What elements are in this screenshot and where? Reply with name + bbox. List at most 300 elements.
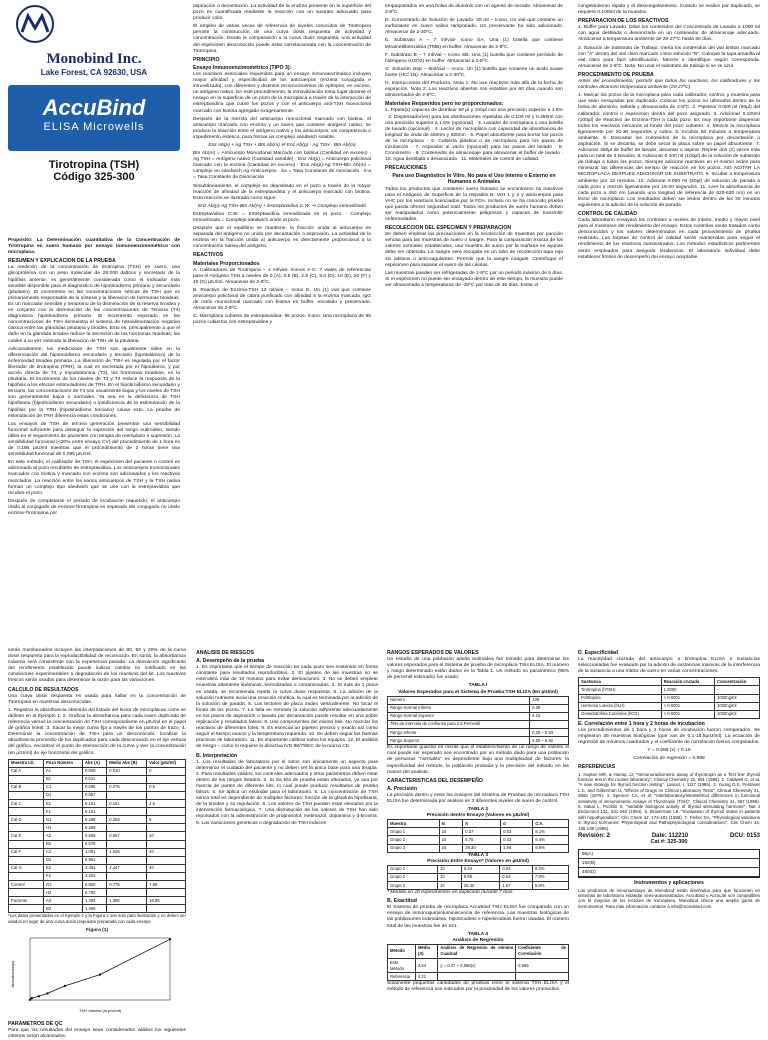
column-6 <box>196 648 378 1020</box>
section-heading: RANGOS ESPERADOS DE VALORES <box>387 650 479 656</box>
table-cell: Rango Superior <box>388 737 530 745</box>
table-cell: 28.40 <box>461 882 499 890</box>
table-header-cell: Muestra <box>388 820 440 828</box>
materials-list: 1. Pipeta(s) capaces de distribuir 50 µl y 100µl con una precisión superior a 1.5% · 2. Dispensador(es) para las distribuciones repetidas de 0.100 ml y 0.350ml con una precisión superior a 1.5% (opcional) · 3. Lavador de microplaca o una botella de lavado (opcional) · 4. Lector de microplaca con capacidad de absorbancia de longitud de onda de 450nm y 620nm · 5. Papel absorbente para borrar los pozos de la microplaca · 6. Cubierta plástica o de microplaca para los pasos de incubación · 7. Aspirador al vacío (opcional) para los pasos del lavado · 8. Cronómetro · 9. Contenedor de almacenaje para almacenar el buffer de lavado · 10. Agua destilada o desionizada · 11. Materiales de control de calidad. <box>385 108 563 163</box>
table-row <box>9 832 186 840</box>
column-3 <box>385 4 563 640</box>
table-cell: < 0.0001 <box>661 710 714 718</box>
subsection-heading: Materiales Proporcionados <box>193 260 260 267</box>
table-cell: Cal B <box>9 783 44 791</box>
table-row <box>579 686 760 694</box>
paragraph: G. Solución stop – 8ml/vial – Icono. Un (1) botella que contiene un ácido suave fuerte (HCl 1N). Almacenar a 2-30ºC. <box>385 66 563 78</box>
column-8 <box>578 648 760 1020</box>
table-cell: 6.16 <box>530 712 569 720</box>
table-cell: Folitropina <box>579 694 662 702</box>
table-cell: 4.21 <box>415 973 437 981</box>
paragraph: empaquetados en una bolsa de aluminio con un agente de secado. Almacenar de 2-8ºC. <box>385 4 563 16</box>
paragraph: Antes del procedimiento, permitir que todos los reactivos, los calibradores y los controles alcancen temperatura ambiente (20-27ºC). <box>578 79 760 91</box>
table-header-cell: Media Abs (B) <box>107 759 147 767</box>
calibrator-point <box>38 995 40 997</box>
table-cell: Grupo 1 <box>388 865 438 873</box>
paragraph: Solamente pequeñas cantidades de pruebas entre el sistema TSH ELISA y el método de referencia son indicados por la proximidad de los valores promedios. <box>387 981 569 993</box>
section-heading: CONTROL DE CALIDAD <box>578 211 637 217</box>
table-header-cell: Análisis de Regresión de mínimo Cuadrad <box>438 944 516 958</box>
table-header-cell: Coeficiente de Correlación <box>516 944 569 958</box>
table-cell: 0.086 <box>83 783 107 791</box>
table-cell <box>107 856 147 864</box>
table-cell: 0.04 <box>500 865 533 873</box>
table-cell: 0 <box>147 767 186 775</box>
section-heading: PRECAUCIONES <box>385 165 427 172</box>
table-cell: 6.80 <box>461 873 499 881</box>
brand-address: Lake Forest, CA 92630, USA <box>40 68 148 77</box>
table-cell: 6.75 <box>463 836 501 844</box>
table-row <box>9 872 186 880</box>
expected-values-table <box>387 696 569 746</box>
table-row <box>9 856 186 864</box>
regression-table <box>387 944 569 981</box>
table-cell: 8.1% <box>533 828 569 836</box>
table-cell <box>147 905 186 913</box>
table-row <box>579 710 760 718</box>
table-cell: 0.43 <box>461 865 499 873</box>
table-cell: 139 <box>530 696 569 704</box>
table-cell: E1 <box>44 800 83 808</box>
table-cell <box>147 791 186 799</box>
paragraph: Los reactivos esenciales requeridos para un ensayo inmunoenzimático incluyen mayor afinidad y especificidad de los anticuerpos (enzima conjugada e inmovilizada), con diferentes y distintos reconocimientos de epítopes, en exceso, un antígeno nativo. En este procedimiento, la inmovilización toma lugar durante el ensayo en la superficie de un pozo de la microplaca a través de la interacción de estreptavidina que cubre los pozos y con el anticuerpo anti-TSH monoclonal marcado con biotina agregado exógenamente. <box>193 71 371 114</box>
section-heading: PARAMETROS DE QC <box>8 1020 63 1027</box>
table-cell: 0.555 <box>83 832 107 840</box>
table-row <box>388 737 569 745</box>
specificity-table <box>578 677 760 718</box>
table-cell: Cal C <box>9 800 44 808</box>
size-box-row: 96(A) <box>579 850 759 859</box>
table-header-cell: Sustancia <box>579 678 662 686</box>
paragraph: C. Microplaca cubierta de estreptavidina- 96 pozos- Icono. Una microplaca de 96 pozos cubiertos con estreptavidina y <box>193 314 371 326</box>
catalog-number: Cat #: 325-300 <box>650 839 688 846</box>
table-subtitle: Análisis de Regresión <box>452 937 504 943</box>
calculation-steps: 1. Registrar la absorbancia obtenida del listado del lector de microplacas como se definen en el Ejemplo 1. 2. Graficar la absorbancia para cada suero duplicado de referencia versus la concentración de TSH correspondiente en µIU/ml en el papel de gráfica lineal. 3. Sacar la mejor curva fija a través de los puntos de trazo. 4. Determinar la concentración de TSH para un desconocido, localizar la absorbancia promedio de los duplicados para cada desconocido en el eje vertical del gráfico, encontrar el punto de intersección de la curva y leer la concentración (en µIU/ml) de eje horizontal del gráfico. <box>8 707 186 756</box>
header-logo-block <box>8 4 180 183</box>
table-cell: 10 <box>437 865 461 873</box>
table-cell <box>516 973 569 981</box>
table-cell: 0.39 <box>530 704 569 712</box>
table-cell: 0.076 <box>107 783 147 791</box>
reaction-equation: Enz Ab(p)-Ag TSH-Btn Ab(m) + Estreptavidina C.W. ⇒ Complejo inmovilizado <box>197 203 367 209</box>
table-cell: 4.54 <box>415 959 437 973</box>
table-cell <box>107 775 147 783</box>
table-cell: Grupo 2 <box>388 836 440 844</box>
table-cell <box>147 872 186 880</box>
section-heading: ANALISIS DE RIESGOS <box>196 650 254 656</box>
paragraph: aspiración o decantación. La actividad de la enzima presente en la superficie del pozo es cuantificada mediante la reacción con un sustrato adecuado para producir color. <box>193 4 371 22</box>
reaction-equation: Enz Ab(p) + Ag TSH + Btn Ab(m) ⇌ Enz Ab(p) - Ag TSH - Btn Ab(m) <box>208 142 356 148</box>
product-code: Código 325-300 <box>53 171 135 183</box>
table-cell: 0.010 <box>107 767 147 775</box>
paragraph: Para que los resultados del ensayo sean considerados válidos los siguientes criterios serán alcanzados: <box>8 1027 186 1039</box>
section-heading: RESUMEN Y EXPLICACION DE LA PRUEBA <box>8 258 116 265</box>
subsection-heading: A. Desempeño de la prueba <box>196 658 265 665</box>
column-2 <box>193 4 371 640</box>
subsection-heading: A. Precisión <box>387 785 417 792</box>
table-cell: Cal D <box>9 816 44 824</box>
table-cell <box>107 791 147 799</box>
paragraph: Los procedimientos de 1 hora y 2 horas de incubación fueron comparados. Se emplearon 35 muestras biológicas (que van de 0.1-18.5µIU/ml). La ecuación de regresión de mínimos cuadrados y el coeficiente de correlación fueron computados. <box>578 727 760 746</box>
table-cell: 0.151 <box>83 808 107 816</box>
column-5 <box>8 648 186 1039</box>
table-cell: 5.60 – 6.92 <box>530 737 569 745</box>
table-cell: G1 <box>44 816 83 824</box>
calibrator-point <box>46 992 48 994</box>
table-cell: Grupo 3 <box>388 844 440 852</box>
table-cell: Referencia <box>388 973 416 981</box>
table-cell <box>107 808 147 816</box>
table-cell: 9.3% <box>532 865 568 873</box>
table-cell <box>107 872 147 880</box>
table-cell: 1.395 <box>107 897 147 905</box>
paragraph: En este método, el calibrador de TSH, el espécimen del paciente o control es adicionado al pozo recubierto de estreptavidina. Los anticuerpos monoclonales marcados con biotina y marcado con enzima son adicionados y los reactivos mezclados. La reacción entre los varios anticuerpos de TSH y la TSH nativa forman un complejo tipo sándwich que se une con la estreptavidina que recubre el pozo. <box>8 460 180 496</box>
table-row <box>388 729 569 737</box>
table-cell: Gonadotrofina Coriónica (hCG) <box>579 710 662 718</box>
table-row <box>9 791 186 799</box>
table-row <box>9 767 186 775</box>
table-cell: 1.0000 <box>661 686 714 694</box>
table-row <box>388 973 569 981</box>
table-cell: Hormona Luteiza (hLH) <box>579 702 662 710</box>
table-row <box>388 844 569 852</box>
regression-equation: Y = 0.988 (x) + 0.19 <box>647 748 691 754</box>
table-subtitle: Precisión dentro Ensayo (Valores en µIU/ml) <box>426 813 530 819</box>
chart-frame <box>30 938 170 1000</box>
table-cell <box>107 905 147 913</box>
table-cell: y = 0.47 + 0.968(x) <box>438 959 516 973</box>
table-cell: C2 <box>44 848 83 856</box>
paragraph: D. Concentrado de Solución de Lavado- 20 ml – Icono. Un vial que contiene un surfactante en suero salino tamponado. Un preservante ha sido adicionado. Almacenar de 2-30ºC. <box>385 18 563 36</box>
table-cell: Cal F <box>9 848 44 856</box>
column-7 <box>387 648 569 1020</box>
table-subtitle: Precisión Entre Ensayo* (Valores en µIU/ml) <box>427 858 529 864</box>
table-cell <box>9 808 44 816</box>
table-cell: Este Método <box>388 959 416 973</box>
table-cell: Rango Normal Superior <box>388 712 530 720</box>
paragraph: E. Substrato A – 7 ml/vial- Icono SA. Una (1) botella que contiene tetrametilbenzidina (TMB) en buffer. Almacenar de 2-8ºC. <box>385 38 563 50</box>
table-cell: 1.406 <box>83 905 107 913</box>
table-row <box>388 882 569 890</box>
table-cell: 0.269 <box>83 824 107 832</box>
section-heading: PRINCIPIO <box>193 56 220 63</box>
table-cell: 0.775 <box>107 881 147 889</box>
table-cell: 0.268 <box>107 816 147 824</box>
subsection-heading: B. Exactitud <box>387 898 417 905</box>
table-cell <box>107 840 147 848</box>
table-header-cell: Valor (µIU/ml) <box>147 759 186 767</box>
section-heading: PROCEDIMIENTO DE PRUEBA <box>578 71 654 78</box>
subsection-heading: Para uso Diagnóstico In Vitro. No para el Uso Interno o Externo en Humanos o Animales <box>392 173 556 186</box>
table-row <box>9 800 186 808</box>
section-heading: REFERENCIAS <box>578 764 616 771</box>
paragraph: congelamiento rápido y el descongelamiento. Cuando se realice por duplicado, se requiere 0.100ml de la muestra. <box>578 4 760 16</box>
paragraph: Adicionalmente, las mediciones de TSH son igualmente útiles en la diferenciación del hipotiroidismo secundario y terciario (hipotalámico) de la enfermedad tiroidea primaria. La liberación de TSH es regulada por el factor liberador de tirotropina (TRH), la cual es secretada por el hipotálamo, y por acción directa de T4 y triyodotironina (T3), las hormonas tiroideas, en la pituitaria. El incremento de los niveles de T3 y T4 reduce la respuesta de la hipófisis a los efectos estimuladores de TRH. En el hipotiroidismo secundario y terciario, las concentraciones de T4 son usualmente bajas y los niveles de TSH son generalmente bajos o normales. Ya sea en la deficiencia de TSH hipofisaria (hipotiroidismo secundario) o insuficiencia de la estimulación de la hipófisis por la TRH (hipotiroidismo terciario) causa esto. La prueba de estimulación de TRH diferencia estas condiciones. <box>8 346 180 419</box>
correlation-text: Correlación de regresión = 0.998 <box>633 756 705 762</box>
table-cell: 40 <box>147 864 186 872</box>
subsection-heading: E. Correlación entre 1 hora y 2 horas de incubación <box>578 720 705 727</box>
table-cell: 1.67 <box>500 882 533 890</box>
table-cell: Paciente <box>9 897 44 905</box>
table-cell: 0.009 <box>83 767 107 775</box>
table-cell: 0.28 – 0.53 <box>530 729 569 737</box>
table-row <box>388 704 569 712</box>
table-row <box>9 889 186 897</box>
table-cell: 24 <box>439 828 463 836</box>
table-cell: B1 <box>44 775 83 783</box>
table-subtitle: Valores Esperados para el Sistema de Prueba TSH ELISA (En µIU/ml) <box>398 689 558 695</box>
figure-title: Figura (1) <box>85 927 109 933</box>
references-list: 1. Hopton MR, & Harrap JJ, "Immunoradiometric assay of thyrotropin as a 'first line' thyroid function test in the routine laboratory", Clinical Chemistry 32, 691 (1986). 2. Caldwell G, et al, "A new strategy for thyroid function testing", Lancet, I, 1117 (1985). 3. Young D.S, Pestaner L.C, and Gilberman U, "Effects of Drugs on Clinical Laboratory Tests", Clinical Chemistry 21, 3660 (1975). 4. Spencer CA, et al, "Interlaboratory/interMethod differences in functional sensitivity of immunometric Assays of Thyrotropin (TSH)", Clinical Chemistry 41, 367 (1995). 5. Sakai L, Pocklin S, "Variable biological activity of thyroid stimulating hormone", Nat J Endocrinol 131, 331-348 (1994). 6. Braverman LE, "Evaluation of thyroid status in patients with hypothyroidism", Clin Chem 42, 174-181 (1996). 7. Fisher DA, "Physiological variations in thyroid hormones: Physiological and Pathophysiological considerations", Clin Chem 42, 135-139 (1996). <box>578 771 760 831</box>
table-cell: < 0.0001 <box>661 694 714 702</box>
table-cell: 0.151 <box>83 800 107 808</box>
table-cell: 0.151 <box>107 800 147 808</box>
table-cell: 24 <box>439 836 463 844</box>
paragraph: Se deben emplear las precauciones en la recolección de muestras por punción venosa para las muestras de suero o sangre. Para la comparación exacta de los valores normales establecidos, una muestra de suero por la mañana en ayunas debe ser obtenida. La sangre será recogida en un tubo de recolección tapa roja sin aditivos o anticoagulantes. Permitir que la sangre coagule. Centrifugar el espécimen para separar el suero de las células. <box>385 232 563 268</box>
paragraph: F. Substrato B – 7 ml/vial – Icono SB. Una (1) botella que contiene peróxido de hidrógeno (H2O2) en buffer. Almacenar a 2-8ºC. <box>385 52 563 64</box>
table-title: TABLA 4 <box>467 931 489 937</box>
figure-ylabel: Absorbancia(s) <box>10 960 15 988</box>
paragraph: La precisión dentro y entre los ensayos del Sistema de Pruebas de microplaca TSH ELISA fue determinada por análisis en 3 diferentes niveles de suero de control. <box>387 792 569 804</box>
section-heading: RECOLECCION DEL ESPECIMEN Y PREPARACION <box>385 225 512 232</box>
calibrator-point <box>31 997 33 999</box>
table-cell: - <box>714 686 759 694</box>
calibrator-point <box>29 998 31 1000</box>
table-cell <box>147 840 186 848</box>
calibrator-point <box>99 973 101 975</box>
figure-xlabel: TSH Valores (in µIU/ml) <box>78 1007 122 1013</box>
table-row <box>9 775 186 783</box>
table-header-cell: Reacción cruzada <box>661 678 714 686</box>
table-row <box>9 840 186 848</box>
table-cell: B2 <box>44 840 83 848</box>
table-cell <box>9 889 44 897</box>
table-cell: < 0.0001 <box>661 702 714 710</box>
table-cell <box>9 840 44 848</box>
table-row <box>388 712 569 720</box>
table-cell: F1 <box>44 808 83 816</box>
paragraph: La reactividad cruzada del anticuerpo a tirotropina ELISA a sustancias seleccionadas fue evaluado por la adición de sustancias masivas de la interferencia de la sustancia a una matriz de suero en varias concentraciones. <box>578 657 760 675</box>
paragraph: Los ensayos de TSH de tercera generación presentan una sensibilidad funcional suficiente para distinguir la supresión del rango eutiroideo, siendo útiles en el seguimiento de pacientes con terapia de reemplazo o supresión. La sensibilidad funcional (<20% entre ensayo CV) del procedimiento de 1 hora es de 0.195 µIU/ml mientras que el procedimiento de 2 horas tiene una sensibilidad funcional de 0.095 µIU/ml. <box>8 421 180 458</box>
risk-list: 1. Es importante que el tiempo de reacción en cada pozo sea sostenido en forma constante para resultados reproducibles. 2. El pipeteo de las muestras no se extenderá más de 10 minutos para evitar derivaciones. 3. No se deben emplear muestras altamente lipémicas, hemolizadas o contaminadas. 4. Si más de 1 placa es usada, se recomienda repetir la curva dosis respuesta. 5. La adición de la solución nutriente inicia una reacción cinética, la cual es terminada por la adición de la solución de parada. 6. Los lectores de placa miden verticalmente. No tocar el fondo de los pozos. 7. La falla en remover la solución adherente adecuadamente en los pasos de aspiración o lavado por decantación puede resultar en una pobre replicación y resultados falsos. 8. Use componentes del mismo lote. No mezclar los reactivos de diferentes lotes. 9. Es esencial un pipeteo preciso y exacto así como seguir el tiempo exacto y la temperatura requerida. 10. Se deben seguir las buenas prácticas de laboratorio. 11. Es importante calibrar todos los equipos. 12. El análisis de riesgo – como lo requiere la directiva IVD 98/79/EC de la marca CE. <box>196 665 378 750</box>
table-header-cell: Media (X) <box>415 944 437 958</box>
table-header-cell: X <box>463 820 501 828</box>
table-cell: B3 <box>44 905 83 913</box>
accubind-banner <box>8 85 180 151</box>
paragraph: Después de completarse el periodo de incubación requerido, el anticuerpo unido al conjugado de enzima-Tirotropina es separado del conjugado no unido enzima-Tirotropina por <box>8 498 180 517</box>
table-cell: D2 <box>44 856 83 864</box>
paragraph: 2. Solución de Substrato de Trabajo. Vierta los contenidos del vial ámbar marcado con "A" dentro del vial claro marcado como solución "B". Coloque la tapa amarilla al vial claro para fácil identificación. Mezcle e identifique según corresponda. Almacenar de 2-8ºC. Nota: No usar el substrato de trabajo si se ve azul. <box>578 45 760 69</box>
table-cell: F2 <box>44 872 83 880</box>
revision-date: Date: 112210 <box>651 832 689 839</box>
table-cell <box>147 775 186 783</box>
table-row <box>9 905 186 913</box>
table-cell <box>147 808 186 816</box>
table-cell: Tirotropina (hTSH) <box>579 686 662 694</box>
table-cell <box>147 856 186 864</box>
table-cell: 0.995 <box>516 959 569 973</box>
table-cell: Control <box>9 881 44 889</box>
brand-name: Monobind Inc. <box>46 51 142 67</box>
table-cell: 16.85 <box>147 897 186 905</box>
table-cell: 0.43 <box>501 836 533 844</box>
accubind-logo-text: AccuBind <box>42 95 146 120</box>
paragraph: serán monitoreados incluyen las interpolaciones de 80, 50 y 20% de la curva dosis respuesta para la reproductibilidad de reconocido. En suma, la absorbancia máxima será consistente con la experiencia pasada. La desviación significante del rendimiento establecido puede indicar cambio no notificado en las condiciones experimentales o degradación de los reactivos del kit. Los reactivos frescos serán usados para determinar la razón para las variaciones. <box>8 648 186 684</box>
table-cell: 2.491 <box>83 864 107 872</box>
table-cell: 1.026 <box>107 848 147 856</box>
table-cell: Cal G <box>9 864 44 872</box>
table-cell: 0.961 <box>83 856 107 864</box>
table-row <box>388 836 569 844</box>
table-note: *Los datos presentados en el Ejemplo 1 y la Figura 1 son solo para ilustración y no deben ser usados en lugar de una curva dosis respuesta preparada con cada ensayo. <box>8 913 186 925</box>
paragraph: Es importante guardar en mente que el establecimiento de un rango de valores el cual puede ser esperado sea encontrado por un método dado para una población de personas "normales" es dependiente bajo una multiplicidad de factores: la especificidad del método, la población probada y la precisión del método en las manos del analista. <box>387 745 569 775</box>
paragraph: Una curva dosis respuesta es usada para hallar en la concentración de Tirotropina en muestras desconocidas. <box>8 693 186 705</box>
table-row <box>9 824 186 832</box>
paragraph: Todos los productos que contienen suero humano se encontraron no reactivos para el Antígeno de Superficie de la Hepatitis B, VIH 1 y 2 y anticuerpos para VHC por los reactivos licenciados por la FDA. Incluso no se ha conocido prueba que pueda ofrecer seguridad total. Todos los productos de suero humano deben ser manipulados como potencialmente peligrosos y capaces de transmitir enfermedades. <box>385 186 563 222</box>
paragraph: B. Reactivo de Enzima-TSH 13 ml/vial – Icono E. Un (1) vial que contiene anticuerpo policlonal de cabra purificado con afinidad a la enzima marcada, IgG de ratón monoclonal marcado con biotina en buffer, escalado y preservado. Almacenar de 2-8ºC. <box>193 287 371 312</box>
table-cell: 2.5 <box>147 800 186 808</box>
table-cell: 0.03 <box>501 828 533 836</box>
table-row <box>388 959 569 973</box>
table-row <box>388 696 569 704</box>
table-header-cell: Concentración <box>714 678 759 686</box>
calibrator-point <box>64 984 66 986</box>
table-cell: A1 <box>44 767 83 775</box>
table-header-cell: σ <box>501 820 533 828</box>
section-heading: REACTIVOS <box>193 252 224 259</box>
table-cell: 5.9% <box>532 882 568 890</box>
revision-dcu: DCU: 0153 <box>729 832 760 839</box>
table-cell: Grupo 2 <box>388 873 438 881</box>
table-cell: 0.567 <box>107 832 147 840</box>
table-cell <box>530 720 569 728</box>
definitions: Btn Ab(m) = Anticuerpo Monoclonal Marcado con biotina (Cantidad en exceso) · Ag TSH = Antígeno nativo (Cantidad variable) · Enz Ab(p) = Anticuerpo policlonal marcado con la enzima (Cantidad en exceso) · Enz Ab(p)-Ag TSH-Btn Ab(m) = complejo en sándwich Ag-Anticuerpos · ka = Tasa Constante de Asociación · k-a = Tasa Constante de Disociación <box>193 151 371 181</box>
paragraph: Estreptavidina C.W. = Estreptavidina inmovilizada en el pozo · Complejo Inmovilizado = Complejo sándwich unido al pozo. <box>193 211 371 223</box>
example-table <box>8 759 186 914</box>
table-body <box>9 767 186 913</box>
table-cell: 0.5 <box>147 783 186 791</box>
table-cell: 5 <box>147 816 186 824</box>
paragraph: Las muestras pueden ser refrigeradas de 2-8ºC por un periodo máximo de 5 días. Si el espécimen no puede ser ensayado dentro de este tiempo, la muestra puede ser almacenada a temperaturas de -20ºC por más de 30 días. Evitar el <box>385 270 563 288</box>
table-cell: Cal A <box>9 767 44 775</box>
table-cell: Rango Normal Inferior <box>388 704 530 712</box>
table-cell: 7.88 <box>147 881 186 889</box>
revision-number: Revisión: 2 <box>578 832 611 839</box>
product-title <box>8 159 180 183</box>
table-header-cell: Muestra I.D. <box>9 759 44 767</box>
calibration-curve-line <box>30 939 170 1000</box>
table-cell: 29.30 <box>463 844 501 852</box>
table-cell: 10 <box>147 832 186 840</box>
table-cell <box>107 824 147 832</box>
table-header-cell: C.V. <box>533 820 569 828</box>
table-cell: H2 <box>44 889 83 897</box>
table-cell <box>438 973 516 981</box>
accubind-subtitle: ELISA Microwells <box>43 121 145 133</box>
table-row <box>9 808 186 816</box>
table-row <box>9 783 186 791</box>
table-cell: 0.800 <box>83 881 107 889</box>
table-cell: 2.403 <box>83 872 107 880</box>
section-heading: CALCULO DE RESULTADOS <box>8 686 79 693</box>
size-box-row: 480(D) <box>579 868 759 877</box>
table-cell <box>9 824 44 832</box>
section-heading: Materiales Requeridos pero no proporcionados: <box>385 101 504 108</box>
table-header-cell: Abs (A) <box>83 759 107 767</box>
table-cell: Número <box>388 696 530 704</box>
table-cell: D1 <box>44 791 83 799</box>
table-cell: C1 <box>44 783 83 791</box>
table-cell <box>9 775 44 783</box>
paragraph: La medición de la concentración de tirotropina (TSH) en suero, una glicoproteína con un peso molecular de 28.000 daltons y secretado de la hipófisis anterior, es generalmente considerada como el indicador más sensible disponible para el diagnóstico de hipotiroidismo primario y secundario (pituitario). El incremento en las concentraciones séricas de TSH que es primariamente responsable de la síntesis y la liberación de hormonas tiroideas. Es un marcador sensible y temprano de la disminución de la reserva tiroidea y en conjunto con la disminución de las concentraciones de Tiroxina (T4) diagnostica hipotiroidismo primario. El incremento esperado en las concentraciones de TSH demuestra el sistema de retroalimentación negativa clásica entre las glándulas pituitaria y tiroides. Esto es, principalmente a que el daño en la glándula tiroides reduce la secreción de las hormonas tiroideas, las cuales a su vez estimula la liberación de TSH de la pituitaria. <box>8 265 180 344</box>
table-cell: 1000ng/ml <box>714 702 759 710</box>
table-cell: Grupo 3 <box>388 882 438 890</box>
table-cell: 10 <box>437 873 461 881</box>
paragraph: Después que el equilibrio se mantiene, la fracción unida al anticuerpo es separada del antígeno no unido por decantación o aspiración. La actividad de la enzima en la fracción unida al anticuerpo es directamente proporcional a la concentración nativa del antígeno. <box>193 226 371 250</box>
paragraph: Un estudio de una población adulta eutiroidea fue tomado para determinar los valores esperados para el Sistema de prueba de microplaca TSH ELISA. El número y rango determinado están dados en la Tabla 1. Un método no paramétrico (95% de percentil estimado) fue usado. <box>387 657 569 681</box>
table-cell: 1000ng/ml <box>714 710 759 718</box>
interpretation-list: 1. Los resultados de laboratorio por sí solos son únicamente un aspecto para determinar el cuidado del paciente y no deben ser la única base para una terapia. 2. Para resultados válidos, los controles adecuados y otros parámetros deben estar dentro de los rangos listados. 3. Si los kits de prueba están alterados, ya sea por mezcla de partes de diferente kits, lo cual puede producir resultados de prueba falsos. 4. Se aplica un estándar para el laboratorio. 5. La concentración de TSH sérica total es dependiente de múltiples factores: función de la glándula hipofisaria, de la tiroides y su regulación. 6. Los valores de TSH pueden estar elevados por la intervención farmacológica. 7. Una disminución de los valores de TSH han sido reportados con la administración de propranolol, metimazol, dopamina y d-tiroxina. 8. Las variaciones genéticas o degradación de TSH inducen <box>196 759 378 826</box>
subsection-heading: B. Interpretación <box>196 752 238 759</box>
product-name: Tirotropina (TSH) <box>48 159 140 171</box>
table-row <box>579 694 760 702</box>
table-cell: 6.4% <box>533 836 569 844</box>
table-cell: 0.266 <box>83 816 107 824</box>
table-title: TABLA 2 <box>467 807 489 813</box>
column-4 <box>578 4 760 640</box>
table-cell: 6.6% <box>533 844 569 852</box>
paragraph: Simultáneamente, el complejo es depositado en el pozo a través de la mayor reacción de afinidad de la estreptavidina y el anticuerpo marcado con biotina. Esta reacción se ilustrada como sigue: <box>193 183 371 201</box>
table-cell: E2 <box>44 864 83 872</box>
table-cell: 2.447 <box>107 864 147 872</box>
figure-1-chart <box>8 934 178 1016</box>
table-cell: G2 <box>44 881 83 889</box>
paragraph: El Sistema de prueba de microplaca AccuBind TSH ELISA fue comparado con un ensayo de inmunoquimioluminiscencia de referencia. Las muestras biológicas de las poblaciones eutiroideas, hipotiroideas e hipertiroideas fueron usadas. El número total de las muestras fue de 221. <box>387 905 569 929</box>
table-row <box>9 864 186 872</box>
between-assay-table <box>387 865 569 890</box>
section-heading: PREPARACION DE LOS REACTIVOS <box>578 18 669 25</box>
footer-heading: Instrumentos y aplicaciones <box>634 880 704 887</box>
paragraph: El empleo de varias veces de referencia de niveles conocidos de Tirotropina permite la construcción de una curva dosis respuesta de actividad y concentración. Desde la comparación a la curva dosis respuesta, una actividad del espécimen desconocido puede estar correlacionada con la concentración de Tirotropina. <box>193 24 371 54</box>
paragraph: Después de la mezcla del anticuerpo monoclonal marcado con biotina, el anticuerpo marcado con enzima y un suero que contiene antígeno nativo, se produce la reacción entre el antígeno nativo y los anticuerpos, sin competencia o impedimento estérico, para formar un complejo sándwich soluble. <box>193 116 371 140</box>
table-cell <box>147 889 186 897</box>
table-cell <box>107 889 147 897</box>
table-header-cell: N <box>439 820 463 828</box>
table-row <box>388 720 569 728</box>
size-box-row: 192(B) <box>579 859 759 868</box>
table-cell: 0.54 <box>500 873 533 881</box>
table-cell <box>9 905 44 913</box>
table-cell: H1 <box>44 824 83 832</box>
paragraph: A. Calibradores de Tirotropina – 1 ml/vial- Iconos A-G. 7 viales de referencias para el Antígeno TSH a niveles de 0 (A), 0.5 (B), 2.5 (C), 5.0 (D), 10 (E), 20 (F) y 40 (G) µIU/ml. Almacenar de 2-8ºC. <box>193 267 371 285</box>
within-assay-table <box>387 819 569 852</box>
table-cell: 24 <box>439 844 463 852</box>
table-cell: 7.9% <box>532 873 568 881</box>
monobind-logo-icon <box>8 4 62 44</box>
section-heading: CARACTERISTICAS DEL DESEMPEÑO <box>387 777 483 784</box>
table-row <box>9 848 186 856</box>
table-cell: Cal E <box>9 832 44 840</box>
table-cell: 20 <box>147 848 186 856</box>
paragraph: 1. Buffer para Lavado. Diluir los contenidos del Concentrado de Lavado a 1000 ml con agua destilada o desionizada en un contenedor de almacenaje adecuado. Almacenar a temperatura ambiente de 20-27ºC hasta 60 días. <box>578 25 760 43</box>
table-header-cell: Pozo Número <box>44 759 83 767</box>
table-cell <box>9 872 44 880</box>
table-cell: 1.384 <box>83 897 107 905</box>
